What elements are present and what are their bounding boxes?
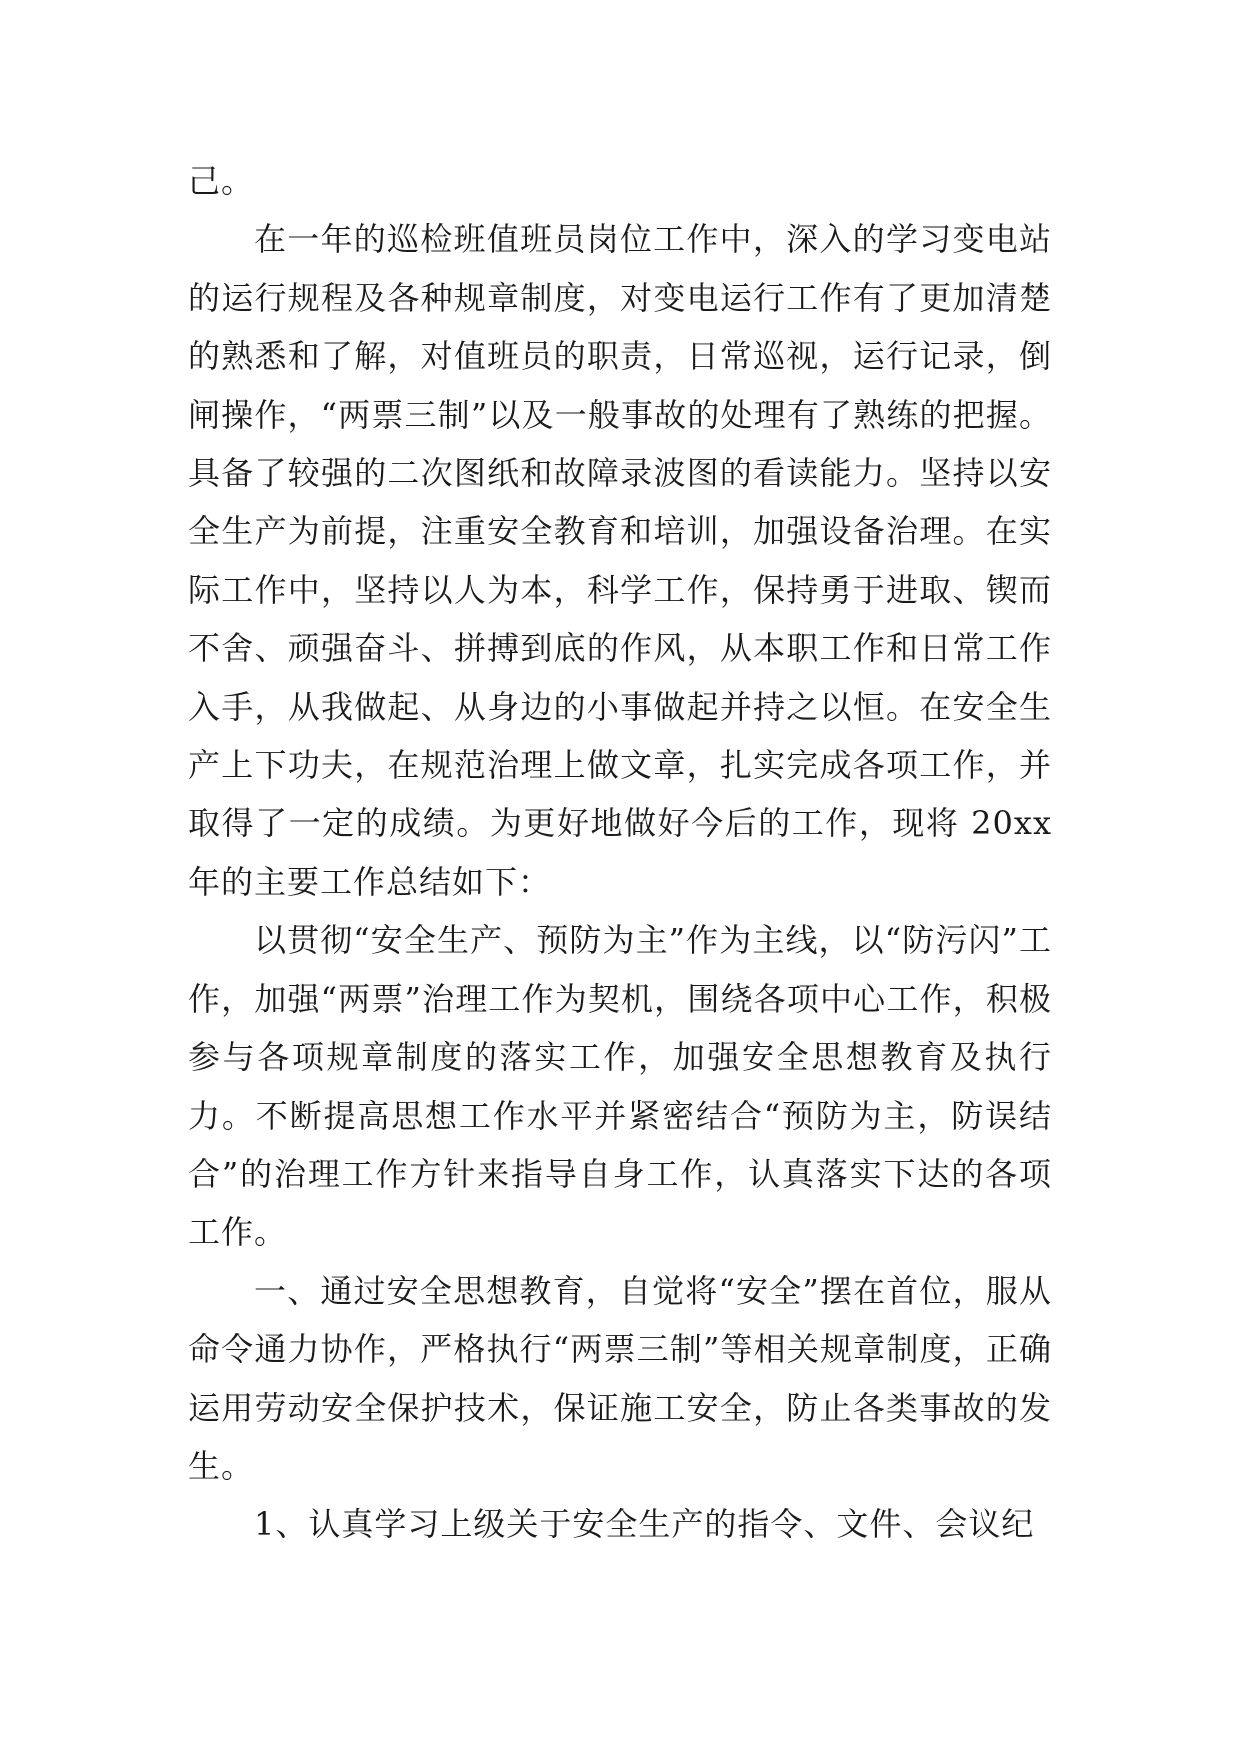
- paragraph-continuation: 己。: [188, 162, 255, 200]
- paragraph-main-line: 以贯彻“安全生产、预防为主”作为主线，以“防污闪”工作，加强“两票”治理工作为契机，围绕各项中心工作，积极参与各项规章制度的落实工作，加强安全思想教育及执行力。不断提高思想工作水平并紧密结合“预防为主，防误结合”的治理工作方针来指导自身工作，认真落实下达的各项工作。: [188, 921, 1052, 1252]
- document-body: [188, 152, 1052, 1554]
- paragraph-item-one: 1、认真学习上级关于安全生产的指令、文件、会议纪: [254, 1505, 1035, 1544]
- paragraph-section-one: 一、通过安全思想教育，自觉将“安全”摆在首位，服从命令通力协作，严格执行“两票三制”等相关规章制度，正确运用劳动安全保护技术，保证施工安全，防止各类事故的发生。: [188, 1271, 1052, 1485]
- paragraph-work-summary: 在一年的巡检班值班员岗位工作中，深入的学习变电站的运行规程及各种规章制度，对变电运行工作有了更加清楚的熟悉和了解，对值班员的职责，日常巡视，运行记录，倒闸操作，“两票三制”以及一般事故的处理有了熟练的把握。具备了较强的二次图纸和故障录波图的看读能力。坚持以安全生产为前提，注重安全教育和培训，加强设备治理。在实际工作中，坚持以人为本，科学工作，保持勇于进取、锲而不舍、顽强奋斗、拼搏到底的作风，从本职工作和日常工作入手，从我做起、从身边的小事做起并持之以恒。在安全生产上下功夫，在规范治理上做文章，扎实完成各项工作，并取得了一定的成绩。为更好地做好今后的工作，现将 20xx 年的主要工作总结如下：: [188, 220, 1052, 901]
